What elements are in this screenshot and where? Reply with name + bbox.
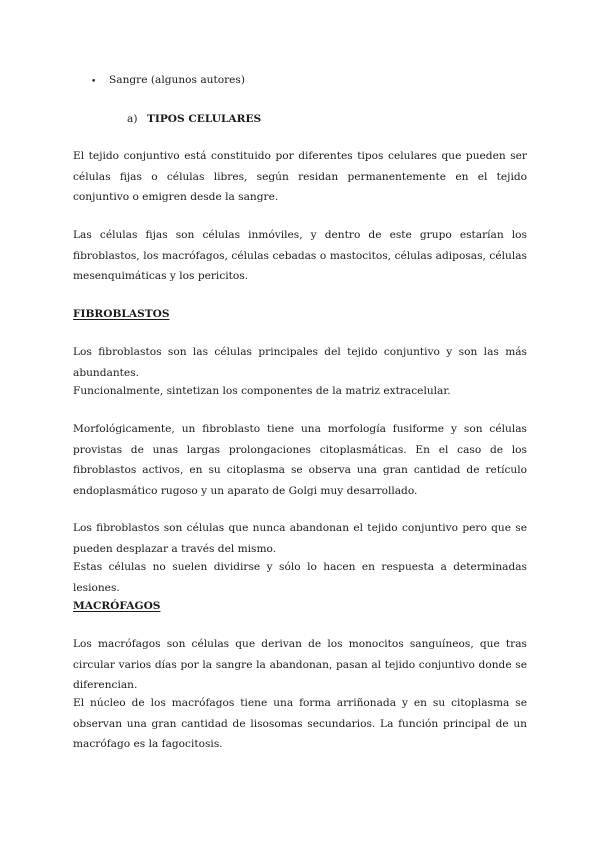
fibroblastos-paragraph-2: Funcionalmente, sintetizan los componentes de la matriz extracelular. (73, 385, 451, 397)
section-label: a) (127, 113, 138, 125)
intro-paragraph-1: El tejido conjuntivo está constituido por diferentes tipos celulares que pueden ser células fijas o células libres, según residan permanentemente en el tejido conjuntivo o emigren desde la sangre. (73, 150, 527, 203)
fibroblastos-paragraph-5: Estas células no suelen dividirse y sólo lo hacen en respuesta a determinadas lesiones. (73, 561, 527, 594)
fibroblastos-paragraph-1: Los fibroblastos son las células principales del tejido conjuntivo y son las más abundantes. (73, 346, 527, 379)
bullet-text: Sangre (algunos autores) (109, 74, 246, 86)
fibroblastos-paragraph-3: Morfológicamente, un fibroblasto tiene una morfología fusiforme y son células provistas de unas largas prolongaciones citoplasmáticas. En el caso de los fibroblastos activos, en su citoplasma se observa una gran cantidad de retículo endoplasmático rugoso y un aparato de Golgi muy desarrollado. (73, 423, 527, 497)
intro-paragraph-2: Las células fijas son células inmóviles, y dentro de este grupo estarían los fibroblastos, los macrófagos, células cebadas o mastocitos, células adiposas, células mesenquimáticas y los pericitos. (73, 229, 527, 282)
section-title: TIPOS CELULARES (147, 113, 262, 125)
macrofagos-paragraph-2: El núcleo de los macrófagos tiene una forma arriñonada y en su citoplasma se observan una gran cantidad de lisosomas secundarios. La función principal de un macrófago es la fagocitosis. (73, 697, 527, 750)
fibroblastos-paragraph-4: Los fibroblastos son células que nunca abandonan el tejido conjuntivo pero que se pueden desplazar a través del mismo. (73, 522, 527, 555)
macrofagos-paragraph-1: Los macrófagos son células que derivan de los monocitos sanguíneos, que tras circular varios días por la sangre la abandonan, pasan al tejido conjuntivo donde se diferencian. (73, 638, 527, 691)
heading-fibroblastos: FIBROBLASTOS (73, 308, 170, 320)
bullet-marker: • (91, 77, 97, 87)
heading-macrofagos: MACRÓFAGOS (73, 600, 161, 612)
